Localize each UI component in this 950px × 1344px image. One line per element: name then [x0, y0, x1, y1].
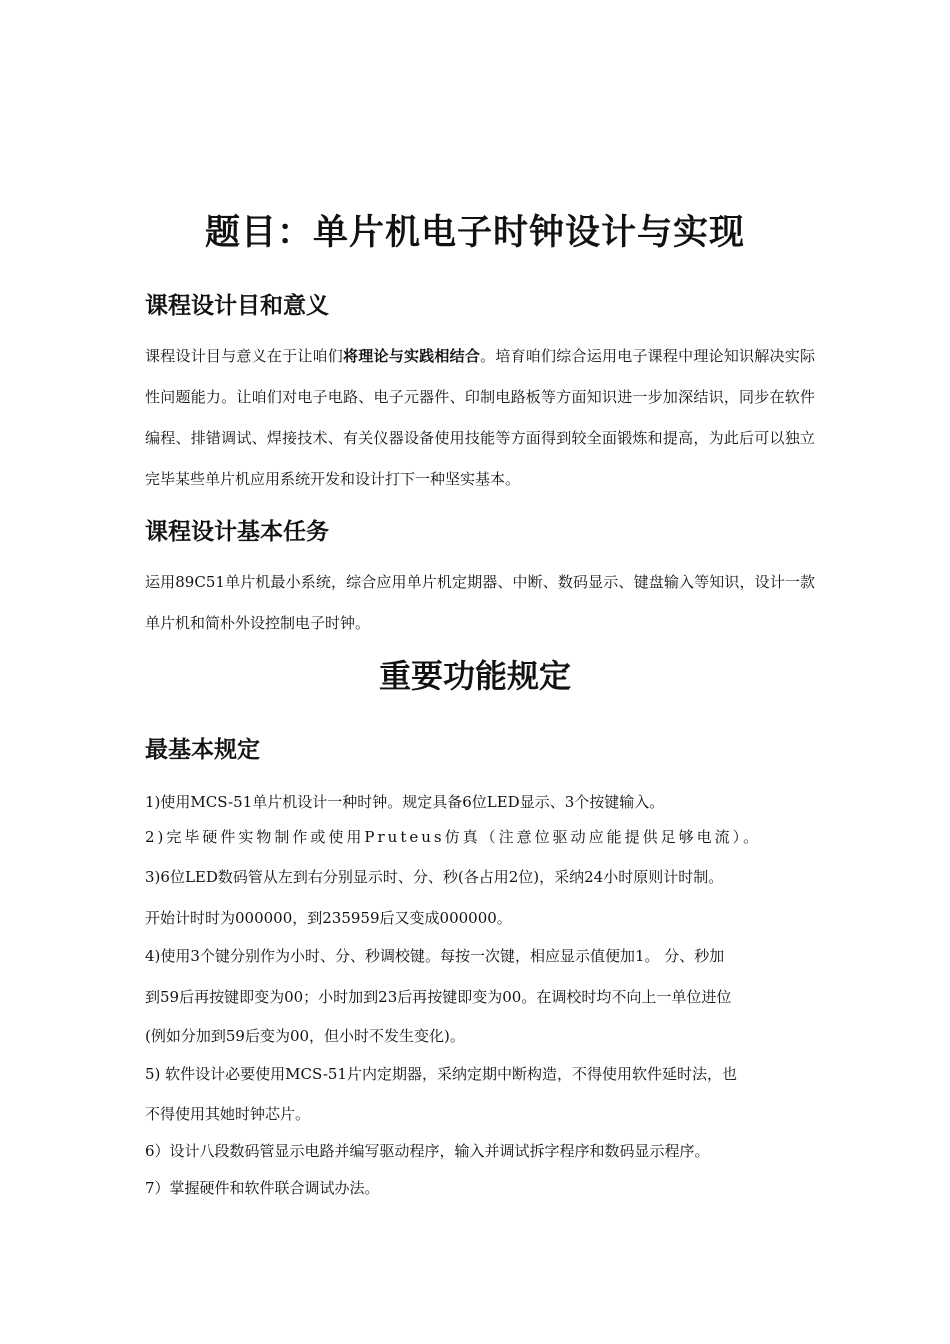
section-heading-requirements: 重要功能规定 [378, 657, 571, 695]
requirement-line: (例如分加到59后变为00，但小时不发生变化)。 [145, 1027, 465, 1045]
purpose-paragraph [145, 336, 815, 500]
purpose-text-end: 。培育咱们综合运用电子课程中理论知识解决实际性问题能力。让咱们对电子电路、电子元器件、印制电路板等方面知识进一步加深结识，同步在软件编程、排错调试、焊接技术、有关仪器设备使用技能等方面得到较全面锻炼和提高，为此后可以独立完毕某些单片机应用系统开发和设计打下一种坚实基本。 [145, 347, 815, 488]
tasks-paragraph: 运用89C51单片机最小系统，综合应用单片机定期器、中断、数码显示、键盘输入等知识，设计一款单片机和简朴外设控制电子时钟。 [145, 573, 815, 632]
requirement-line: 1)使用MCS-51单片机设计一种时钟。规定具备6位LED显示、3个按键输入。 [145, 793, 665, 811]
requirement-line: 5) 软件设计必要使用MCS-51片内定期器，采纳定期中断构造，不得使用软件延时法，也 [145, 1065, 737, 1083]
requirement-line: 不得使用其她时钟芯片。 [145, 1105, 311, 1123]
requirement-line: 2)完毕硬件实物制作或使用Pruteus仿真（注意位驱动应能提供足够电流）。 [145, 828, 762, 846]
requirement-line: 7）掌握硬件和软件联合调试办法。 [145, 1179, 380, 1197]
requirement-line: 到59后再按键即变为00；小时加到23后再按键即变为00。在调校时均不向上一单位进位 [145, 988, 732, 1006]
section-heading-purpose: 课程设计目和意义 [145, 292, 329, 319]
requirement-line: 3)6位LED数码管从左到右分别显示时、分、秒(各占用2位)，采纳24小时原则计时制。 [145, 868, 724, 886]
purpose-text-emphasis: 将理论与实践相结合 [343, 347, 481, 365]
document-title: 题目：单片机电子时钟设计与实现 [204, 212, 745, 253]
requirement-line: 6）设计八段数码管显示电路并编写驱动程序，输入并调试拆字程序和数码显示程序。 [145, 1142, 710, 1160]
requirement-line: 开始计时时为000000，到235959后又变成000000。 [145, 909, 512, 927]
subheading-basic-requirements: 最基本规定 [145, 736, 260, 763]
purpose-text-start: 课程设计目与意义在于让咱们 [145, 347, 344, 365]
requirement-line: 4)使用3个键分别作为小时、分、秒调校键。每按一次键，相应显示值便加1。 分、秒加 [145, 947, 725, 965]
section-heading-tasks: 课程设计基本任务 [145, 518, 329, 545]
